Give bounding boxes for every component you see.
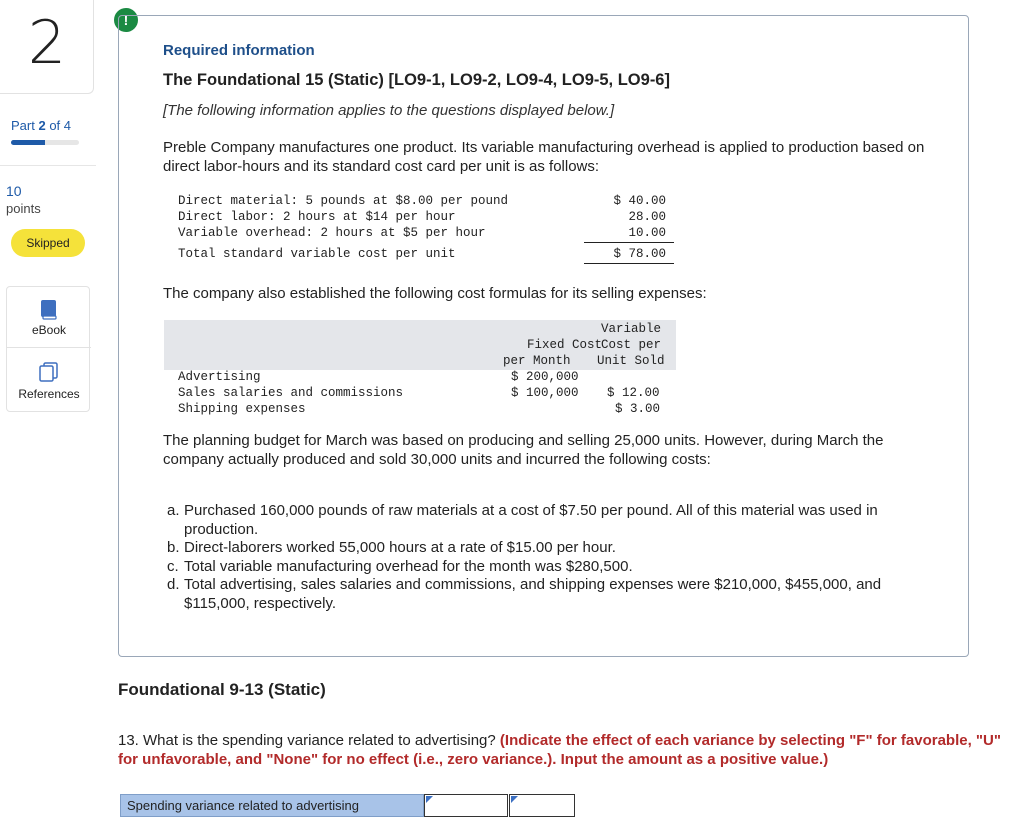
cost-label: Direct labor: 2 hours at $14 per hour: [178, 210, 456, 224]
row-fixed: $ 200,000: [511, 370, 579, 384]
left-rail: [0, 0, 96, 832]
variance-effect-select[interactable]: [424, 794, 508, 817]
row-label: Sales salaries and commissions: [178, 386, 404, 400]
cost-label: Variable overhead: 2 hours at $5 per hour: [178, 226, 486, 240]
header-variable-2: Cost per: [601, 338, 662, 352]
part-current: 2: [38, 118, 46, 133]
row-label: Advertising: [178, 370, 261, 384]
resources-panel: [6, 286, 90, 412]
references-button[interactable]: [7, 348, 91, 412]
points-value: 10: [6, 183, 22, 199]
paragraph-selling: The company also established the following cost formulas for its selling expenses:: [163, 285, 707, 302]
question-prompt: 13. What is the spending variance related to advertising?: [118, 732, 500, 749]
divider: [0, 165, 96, 166]
list-text: Purchased 160,000 pounds of raw materials at a cost of $7.50 per pound. All of this material was used in production.: [184, 502, 878, 538]
table-row-total: [164, 247, 676, 263]
variance-amount-input[interactable]: [509, 794, 575, 817]
list-item: [167, 502, 947, 539]
cost-total-label: Total standard variable cost per unit: [178, 247, 456, 261]
list-key: d.: [167, 576, 180, 593]
documents-icon: [39, 362, 59, 387]
table-row: [164, 210, 676, 226]
input-marker-icon: [511, 796, 518, 803]
part-progress-bar: [11, 140, 79, 145]
list-item: [167, 576, 947, 613]
list-item: [167, 558, 947, 577]
cost-amount: 10.00: [628, 226, 666, 240]
part-suffix: of 4: [45, 118, 71, 133]
header-variable-1: Variable: [601, 322, 662, 336]
points-label: points: [6, 201, 41, 216]
required-info-heading: Required information: [163, 42, 315, 59]
cost-amount: 28.00: [628, 210, 666, 224]
paragraph-planning: The planning budget for March was based on producing and selling 25,000 units. However, during March the company actually produced and sold 30,000 units and incurred the following costs:: [163, 432, 884, 468]
question-number-box: [0, 0, 94, 94]
paragraph-company: Preble Company manufactures one product. Its variable manufacturing overhead is applied to production based on direct labor-hours and its standard cost card per unit is as follows:: [163, 139, 925, 175]
header-fixed-2: per Month: [503, 354, 571, 368]
cost-total-amount: $ 78.00: [613, 247, 666, 261]
header-fixed-1: Fixed Cost: [527, 338, 603, 352]
part-prefix: Part: [11, 118, 39, 133]
ebook-button[interactable]: [7, 287, 91, 347]
part-progress-fill: [11, 140, 45, 145]
list-text: Total variable manufacturing overhead for the month was $280,500.: [184, 557, 633, 575]
table-row: [164, 194, 676, 210]
ebook-label: eBook: [31, 323, 67, 337]
list-key: a.: [167, 502, 180, 519]
required-information-card: [118, 15, 969, 657]
info-intro: [The following information applies to the questions displayed below.]: [163, 102, 615, 119]
dropdown-marker-icon: [426, 796, 433, 803]
question-text: [118, 731, 1018, 769]
row-variable: $ 3.00: [615, 402, 661, 416]
part-indicator: [11, 118, 71, 133]
list-key: b.: [167, 539, 180, 556]
cost-label: Direct material: 5 pounds at $8.00 per pound: [178, 194, 509, 208]
row-variable: $ 12.00: [607, 386, 660, 400]
answer-label: Spending variance related to advertising: [120, 794, 424, 817]
list-item: [167, 539, 947, 558]
actual-costs-list: [167, 502, 947, 613]
info-title: The Foundational 15 (Static) [LO9-1, LO9-2, LO9-4, LO9-5, LO9-6]: [163, 71, 670, 89]
alert-icon: !: [114, 8, 138, 32]
question-title: Foundational 9-13 (Static): [118, 680, 326, 699]
divider: [584, 263, 674, 264]
table-row: [164, 226, 676, 242]
book-icon: [40, 299, 58, 326]
list-text: Total advertising, sales salaries and commissions, and shipping expenses were $210,000, $455,000, and $115,000, respectively.: [184, 576, 882, 612]
question-instructions: (Indicate the effect of each variance by selecting "F" for favorable, "U" for unfavorable, and "None" for no effect (i.e., zero variance.). Input the amount as a positive value.): [118, 732, 1001, 768]
skipped-badge: Skipped: [11, 229, 85, 257]
divider: [584, 242, 674, 243]
references-label: References: [18, 387, 80, 401]
list-key: c.: [167, 557, 179, 575]
row-label: Shipping expenses: [178, 402, 306, 416]
header-variable-3: Unit Sold: [597, 354, 665, 368]
row-fixed: $ 100,000: [511, 386, 579, 400]
cost-amount: $ 40.00: [613, 194, 666, 208]
list-text: Direct-laborers worked 55,000 hours at a rate of $15.00 per hour.: [184, 539, 616, 556]
question-number: 2: [27, 8, 67, 78]
